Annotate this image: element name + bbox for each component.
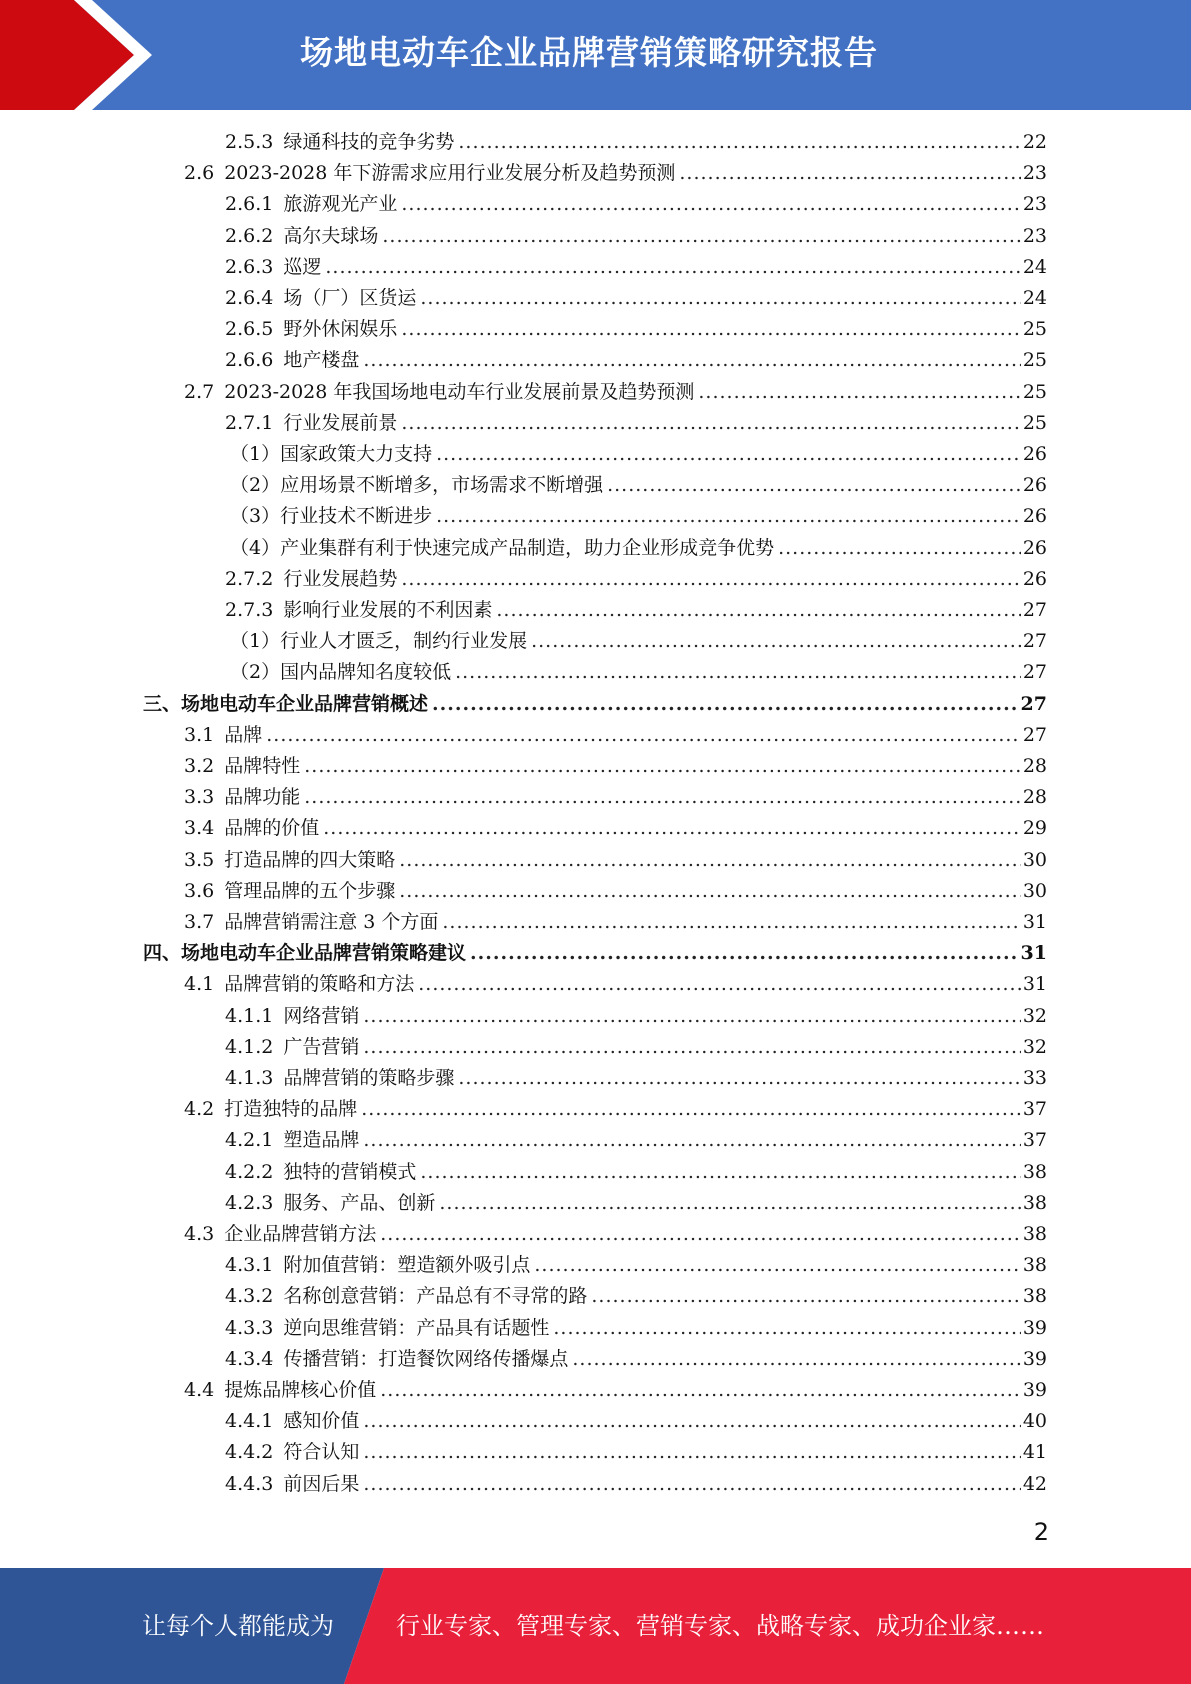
toc-entry-page: 25 xyxy=(1022,380,1047,403)
toc-entry-title: 旅游观光产业 xyxy=(283,193,398,216)
toc-entry[interactable] xyxy=(230,533,1047,564)
toc-entry-page: 32 xyxy=(1022,1004,1047,1027)
toc-entry-number: 4.4.2 xyxy=(225,1441,274,1464)
toc-entry-page: 25 xyxy=(1022,349,1047,372)
toc-entry-title: 传播营销：打造餐饮网络传播爆点 xyxy=(283,1347,569,1370)
toc-entry-number: 4.3.3 xyxy=(225,1316,274,1339)
toc-entry-title: 前因后果 xyxy=(283,1472,360,1495)
toc-entry-page: 42 xyxy=(1022,1472,1047,1495)
toc-entry[interactable] xyxy=(184,845,1047,876)
toc-entry-number: 2.6.4 xyxy=(225,287,274,309)
toc-entry[interactable] xyxy=(225,1437,1047,1468)
toc-dot-leader xyxy=(363,345,1020,376)
toc-entry-number: 4.3.2 xyxy=(225,1285,274,1308)
toc-entry-title: 2023-2028 年下游需求应用行业发展分析及趋势预测 xyxy=(224,162,676,185)
toc-entry-page: 25 xyxy=(1022,411,1047,434)
toc-entry-title: 品牌营销的策略和方法 xyxy=(224,973,415,996)
toc-dot-leader xyxy=(679,158,1020,189)
toc-entry-title: 符合认知 xyxy=(283,1441,360,1464)
toc-entry-title: 附加值营销：塑造额外吸引点 xyxy=(283,1254,531,1277)
toc-entry-page: 27 xyxy=(1022,630,1047,653)
toc-dot-leader xyxy=(432,689,1019,720)
toc-entry-title: 品牌功能 xyxy=(224,786,301,809)
toc-entry-title: 网络营销 xyxy=(283,1004,360,1027)
toc-entry-page: 24 xyxy=(1022,287,1047,309)
toc-entry-title: 行业发展前景 xyxy=(283,411,398,434)
toc-dot-leader xyxy=(363,1406,1020,1437)
toc-dot-leader xyxy=(436,439,1021,470)
toc-entry-number: 4.4.3 xyxy=(225,1472,274,1495)
toc-dot-leader xyxy=(591,1281,1020,1312)
toc-entry[interactable] xyxy=(225,1281,1047,1312)
toc-entry-title: 绿通科技的竞争劣势 xyxy=(283,131,455,153)
toc-entry-page: 23 xyxy=(1022,162,1047,185)
toc-dot-leader xyxy=(572,1344,1020,1375)
toc-dot-leader xyxy=(323,813,1021,844)
toc-entry[interactable] xyxy=(143,938,1047,969)
page-header xyxy=(0,0,1191,110)
toc-entry-page: 26 xyxy=(1022,567,1047,590)
toc-entry-page: 31 xyxy=(1022,911,1047,933)
toc-entry-number: 2.7.3 xyxy=(225,599,274,621)
toc-entry-title: 场（厂）区货运 xyxy=(283,287,417,309)
toc-entry[interactable] xyxy=(230,439,1047,470)
toc-entry-page: 38 xyxy=(1022,1191,1047,1214)
toc-dot-leader xyxy=(380,1375,1021,1406)
toc-entry-page: 33 xyxy=(1022,1067,1047,1089)
toc-entry[interactable] xyxy=(184,969,1047,1000)
toc-entry-page: 26 xyxy=(1022,474,1047,497)
toc-entry-number: 3.1 xyxy=(184,723,215,746)
toc-dot-leader xyxy=(607,470,1021,501)
toc-dot-leader xyxy=(401,189,1020,220)
toc-entry-number: 4.1.3 xyxy=(225,1067,274,1089)
toc-entry-number: 4.4 xyxy=(184,1379,215,1401)
toc-entry-page: 30 xyxy=(1022,848,1047,871)
toc-entry-number: 2.6.1 xyxy=(225,193,274,216)
toc-entry[interactable] xyxy=(225,1250,1047,1281)
toc-entry[interactable] xyxy=(184,377,1047,408)
toc-entry[interactable] xyxy=(184,876,1047,907)
toc-entry-title: 塑造品牌 xyxy=(283,1129,360,1152)
toc-entry-title: 逆向思维营销：产品具有话题性 xyxy=(283,1316,550,1339)
toc-dot-leader xyxy=(363,1001,1020,1032)
toc-entry-number: 4.2.3 xyxy=(225,1191,274,1214)
toc-entry[interactable] xyxy=(143,689,1047,720)
toc-entry-number: 4.2.1 xyxy=(225,1129,274,1152)
page-number: 2 xyxy=(1033,1518,1049,1546)
toc-dot-leader xyxy=(531,626,1021,657)
toc-entry-page: 31 xyxy=(1022,973,1047,996)
toc-entry-title: 地产楼盘 xyxy=(283,349,360,372)
toc-entry[interactable] xyxy=(230,626,1047,657)
toc-entry[interactable] xyxy=(184,751,1047,782)
toc-dot-leader xyxy=(534,1250,1020,1281)
toc-entry[interactable] xyxy=(230,657,1047,688)
toc-dot-leader xyxy=(361,1094,1021,1125)
toc-entry[interactable] xyxy=(184,782,1047,813)
toc-entry-page: 28 xyxy=(1022,786,1047,809)
toc-entry[interactable] xyxy=(225,1157,1047,1188)
toc-entry-number: 4.1 xyxy=(184,973,215,996)
toc-dot-leader xyxy=(363,1125,1020,1156)
toc-entry[interactable] xyxy=(225,1032,1047,1063)
toc-dot-leader xyxy=(698,377,1020,408)
toc-dot-leader xyxy=(436,501,1021,532)
toc-entry[interactable] xyxy=(230,470,1047,501)
toc-entry-title: 名称创意营销：产品总有不寻常的路 xyxy=(283,1285,588,1308)
toc-entry-title: 高尔夫球场 xyxy=(283,224,379,247)
toc-entry[interactable] xyxy=(184,1375,1047,1406)
page-footer xyxy=(0,1568,1191,1684)
toc-entry[interactable] xyxy=(225,1406,1047,1437)
toc-entry-page: 24 xyxy=(1022,255,1047,278)
toc-entry-page: 27 xyxy=(1022,599,1047,621)
toc-entry-title: （4）产业集群有利于快速完成产品制造，助力企业形成竞争优势 xyxy=(230,536,775,559)
toc-dot-leader xyxy=(439,1188,1020,1219)
toc-entry-title: 服务、产品、创新 xyxy=(283,1191,436,1214)
toc-entry[interactable] xyxy=(225,1469,1047,1500)
toc-entry[interactable] xyxy=(184,1094,1047,1125)
toc-entry-page: 38 xyxy=(1022,1160,1047,1183)
toc-entry-title: （2）应用场景不断增多，市场需求不断增强 xyxy=(230,474,604,497)
toc-entry-title: 广告营销 xyxy=(283,1035,360,1058)
toc-entry-title: 提炼品牌核心价值 xyxy=(224,1379,377,1401)
toc-entry-number: 4.2.2 xyxy=(225,1160,274,1183)
toc-entry-title: 三、场地电动车企业品牌营销概述 xyxy=(143,692,429,715)
toc-dot-leader xyxy=(455,657,1021,688)
toc-entry-page: 37 xyxy=(1022,1098,1047,1121)
toc-entry-number: 4.1.2 xyxy=(225,1035,274,1058)
toc-entry-page: 23 xyxy=(1022,193,1047,216)
toc-dot-leader xyxy=(399,845,1021,876)
toc-entry[interactable] xyxy=(225,189,1047,220)
toc-entry-number: 4.3.1 xyxy=(225,1254,274,1277)
toc-entry-number: 3.7 xyxy=(184,911,215,933)
toc-entry-title: 品牌营销的策略步骤 xyxy=(283,1067,455,1089)
toc-entry-page: 26 xyxy=(1022,536,1047,559)
toc-dot-leader xyxy=(380,1219,1021,1250)
toc-entry-title: （1）国家政策大力支持 xyxy=(230,443,433,465)
toc-entry-title: 打造品牌的四大策略 xyxy=(224,848,396,871)
toc-entry[interactable] xyxy=(184,1219,1047,1250)
toc-entry-number: 2.6.2 xyxy=(225,224,274,247)
toc-entry-number: 2.5.3 xyxy=(225,131,274,153)
toc-entry[interactable] xyxy=(225,221,1047,252)
toc-entry-page: 27 xyxy=(1020,692,1047,715)
toc-entry-number: 4.3 xyxy=(184,1223,215,1245)
toc-entry-page: 32 xyxy=(1022,1035,1047,1058)
toc-entry-title: 打造独特的品牌 xyxy=(224,1098,358,1121)
toc-dot-leader xyxy=(363,1032,1020,1063)
toc-entry-title: 品牌营销需注意 3 个方面 xyxy=(224,911,439,933)
toc-dot-leader xyxy=(553,1313,1020,1344)
toc-entry-title: 2023-2028 年我国场地电动车行业发展前景及趋势预测 xyxy=(224,380,695,403)
toc-entry-title: 感知价值 xyxy=(283,1410,360,1433)
toc-entry-number: 4.1.1 xyxy=(225,1004,274,1027)
toc-entry-page: 39 xyxy=(1022,1316,1047,1339)
toc-entry-number: 2.6.5 xyxy=(225,318,274,341)
toc-entry-title: 行业发展趋势 xyxy=(283,567,398,590)
toc-entry-page: 25 xyxy=(1022,318,1047,341)
toc-entry[interactable] xyxy=(230,501,1047,532)
toc-entry-page: 28 xyxy=(1022,755,1047,777)
report-title: 场地电动车企业品牌营销策略研究报告 xyxy=(300,33,878,72)
toc-entry[interactable] xyxy=(225,564,1047,595)
footer-slogan-left: 让每个人都能成为 xyxy=(142,1612,334,1640)
toc-entry-page: 39 xyxy=(1022,1347,1047,1370)
toc-entry-number: 2.7.1 xyxy=(225,411,274,434)
toc-entry-number: 4.3.4 xyxy=(225,1347,274,1370)
toc-entry-title: 管理品牌的五个步骤 xyxy=(224,879,396,902)
toc-entry-title: 品牌的价值 xyxy=(224,817,320,840)
toc-dot-leader xyxy=(442,907,1020,938)
toc-entry-title: 独特的营销模式 xyxy=(283,1160,417,1183)
toc-dot-leader xyxy=(778,533,1021,564)
toc-entry[interactable] xyxy=(225,1188,1047,1219)
toc-entry[interactable] xyxy=(225,408,1047,439)
toc-dot-leader xyxy=(363,1469,1020,1500)
toc-entry[interactable] xyxy=(225,345,1047,376)
footer-slogan-right: 行业专家、管理专家、营销专家、战略专家、成功企业家…… xyxy=(396,1612,1044,1640)
toc-dot-leader xyxy=(399,876,1021,907)
toc-entry-page: 26 xyxy=(1022,443,1047,465)
toc-dot-leader xyxy=(325,252,1020,283)
toc-entry[interactable] xyxy=(225,1313,1047,1344)
toc-entry-number: 3.4 xyxy=(184,817,215,840)
toc-entry-number: 4.2 xyxy=(184,1098,215,1121)
toc-entry-page: 23 xyxy=(1022,224,1047,247)
toc-dot-leader xyxy=(420,283,1020,314)
toc-entry[interactable] xyxy=(225,1063,1047,1094)
toc-entry[interactable] xyxy=(184,720,1047,751)
toc-dot-leader xyxy=(496,595,1020,626)
toc-dot-leader xyxy=(304,751,1021,782)
toc-entry-title: （3）行业技术不断进步 xyxy=(230,505,433,528)
toc-entry-page: 38 xyxy=(1022,1223,1047,1245)
header-chevron-decoration xyxy=(0,0,160,110)
toc-entry-page: 38 xyxy=(1022,1254,1047,1277)
toc-dot-leader xyxy=(458,1063,1020,1094)
toc-entry[interactable] xyxy=(225,127,1047,158)
toc-entry-number: 3.3 xyxy=(184,786,215,809)
toc-entry-title: 影响行业发展的不利因素 xyxy=(283,599,493,621)
toc-entry-page: 29 xyxy=(1022,817,1047,840)
toc-entry[interactable] xyxy=(225,252,1047,283)
toc-entry-title: 四、场地电动车企业品牌营销策略建议 xyxy=(143,942,467,965)
toc-entry[interactable] xyxy=(225,1344,1047,1375)
toc-entry-page: 26 xyxy=(1022,505,1047,528)
toc-entry[interactable] xyxy=(184,158,1047,189)
toc-entry[interactable] xyxy=(225,283,1047,314)
toc-entry-page: 27 xyxy=(1022,661,1047,684)
toc-dot-leader xyxy=(266,720,1021,751)
toc-entry-page: 27 xyxy=(1022,723,1047,746)
toc-dot-leader xyxy=(420,1157,1020,1188)
toc-entry-number: 4.4.1 xyxy=(225,1410,274,1433)
toc-dot-leader xyxy=(458,127,1020,158)
toc-entry[interactable] xyxy=(225,314,1047,345)
toc-entry-number: 2.6 xyxy=(184,162,215,185)
toc-entry-page: 22 xyxy=(1022,131,1047,153)
toc-entry-page: 30 xyxy=(1022,879,1047,902)
toc-dot-leader xyxy=(418,969,1021,1000)
toc-entry[interactable] xyxy=(225,1125,1047,1156)
toc-entry[interactable] xyxy=(225,595,1047,626)
toc-dot-leader xyxy=(401,314,1020,345)
toc-entry-title: 品牌 xyxy=(224,723,263,746)
toc-entry-title: 企业品牌营销方法 xyxy=(224,1223,377,1245)
toc-dot-leader xyxy=(401,408,1020,439)
toc-entry-title: （2）国内品牌知名度较低 xyxy=(230,661,452,684)
toc-entry-page: 31 xyxy=(1020,942,1047,965)
toc-dot-leader xyxy=(363,1437,1020,1468)
toc-entry-number: 3.5 xyxy=(184,848,215,871)
toc-entry-number: 2.6.3 xyxy=(225,255,274,278)
toc-entry-number: 3.6 xyxy=(184,879,215,902)
toc-entry-title: 巡逻 xyxy=(283,255,322,278)
toc-entry-page: 38 xyxy=(1022,1285,1047,1308)
toc-entry[interactable] xyxy=(225,1001,1047,1032)
toc-entry-number: 2.7 xyxy=(184,380,215,403)
toc-entry-title: 野外休闲娱乐 xyxy=(283,318,398,341)
toc-entry-page: 40 xyxy=(1022,1410,1047,1433)
toc-entry-page: 37 xyxy=(1022,1129,1047,1152)
toc-entry-page: 41 xyxy=(1022,1441,1047,1464)
toc-entry-title: 品牌特性 xyxy=(224,755,301,777)
toc-dot-leader xyxy=(470,938,1019,969)
toc-entry-number: 3.2 xyxy=(184,755,215,777)
toc-entry-number: 2.6.6 xyxy=(225,349,274,372)
toc-entry-page: 39 xyxy=(1022,1379,1047,1401)
toc-dot-leader xyxy=(304,782,1021,813)
toc-entry-title: （1）行业人才匮乏，制约行业发展 xyxy=(230,630,528,653)
toc-entry-number: 2.7.2 xyxy=(225,567,274,590)
toc-entry[interactable] xyxy=(184,907,1047,938)
toc-dot-leader xyxy=(401,564,1020,595)
toc-entry[interactable] xyxy=(184,813,1047,844)
toc-dot-leader xyxy=(382,221,1020,252)
